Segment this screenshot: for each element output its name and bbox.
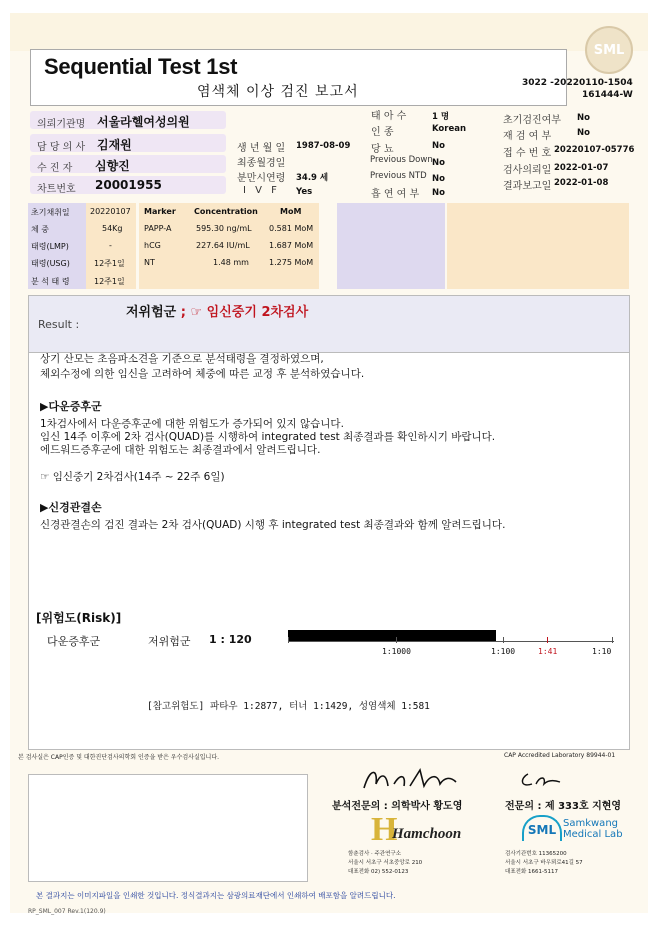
receipt-label: 접 수 번 호 (503, 148, 552, 159)
signature-2-icon (518, 770, 564, 790)
request-date-value: 2022-01-07 (554, 163, 609, 173)
result-risk-level: 저위험군 (126, 305, 177, 320)
first-exam-label: 초기검진여부 (503, 115, 561, 126)
memo-box (28, 774, 308, 882)
disclaimer: 본 결과지는 이미지파일을 인쇄한 것입니다. 정식결과지는 삼광의료재단에서 인쇄하여 배포함을 알려드립니다. (36, 891, 396, 900)
smoking-value: No (432, 188, 445, 198)
prev-ntd-label: Previous NTD (370, 171, 427, 181)
dob-value: 1987-08-09 (296, 141, 351, 151)
result-headline (126, 301, 308, 320)
retest-value: No (577, 128, 590, 138)
down-line-3: 에드워드증후군에 대한 위험도는 최종결과에서 알려드립니다. (40, 444, 321, 456)
institution-label: 의뢰기관명 (37, 119, 86, 130)
doctor-value: 김재원 (97, 138, 132, 152)
marker-row-3-conc: 1.48 mm (213, 258, 249, 267)
doctor-label: 담 당 의 사 (37, 142, 86, 153)
marker-row-1-name: PAPP-A (144, 224, 172, 233)
chart-label: 차트번호 (37, 184, 76, 195)
down-note: ☞ 임신중기 2차검사(14주 ~ 22주 6일) (40, 471, 225, 483)
race-value: Korean (432, 124, 467, 134)
dob-label: 생 년 월 일 (237, 143, 286, 154)
ga-lmp-value: - (109, 241, 112, 250)
ga-lmp-label: 태령(LMP) (31, 242, 69, 251)
analysis-label: 분 석 태 령 (31, 277, 70, 286)
result-header (28, 295, 630, 353)
lmp-label: 최종월경일 (237, 158, 286, 169)
smoking-label: 흡 연 여 부 (371, 189, 420, 200)
col-concentration: Concentration (194, 207, 258, 216)
risk-level: 저위험군 (148, 635, 191, 648)
ivf-value: Yes (296, 187, 313, 197)
lab-left-name: Hamchoon (392, 826, 462, 842)
lab-right-name: Samkwang Medical Lab (563, 818, 623, 840)
ga-usg-value: 12주1일 (94, 259, 125, 268)
scale-label-2: 1:100 (491, 647, 516, 656)
footer-note-left: 본 검사실은 CAP인증 및 대한진단검사의학회 인증을 받은 우수검사실입니다. (18, 754, 220, 761)
scale-label-3: 1:41 (538, 647, 558, 656)
footer-note-right: CAP Accredited Laboratory 89944-01 (504, 752, 616, 759)
age-label: 분만시연령 (237, 173, 286, 184)
signer-1: 분석전문의 : 의학박사 황도영 (332, 801, 463, 812)
risk-bar (288, 630, 496, 641)
intro-line-2: 체외수정에 의한 임신을 고려하여 체중에 따른 교정 후 분석하였습니다. (40, 368, 365, 380)
marker-row-3-name: NT (144, 258, 155, 267)
ntd-line-1: 신경관결손의 검진 결과는 2차 검사(QUAD) 시행 후 integrated test 최종결과와 함께 알려드립니다. (40, 519, 506, 531)
ruler-tick (503, 637, 504, 643)
weight-label: 체 중 (31, 225, 49, 234)
ruler-tick (288, 637, 289, 643)
ruler-tick (612, 637, 613, 643)
marker-row-1-mom: 0.581 MoM (269, 224, 314, 233)
form-id: RP_SML_007 Rev.1(120.9) (28, 908, 106, 915)
risk-ruler (288, 641, 614, 642)
fetus-label: 태 아 수 (371, 111, 407, 122)
marker-row-2-conc: 227.64 IU/mL (196, 241, 250, 250)
fetus-value: 1 명 (432, 112, 450, 122)
receipt-value: 20220107-05776 (554, 145, 635, 155)
retest-label: 재 검 여 부 (503, 131, 552, 142)
signer-2: 전문의 : 제 333호 지현영 (505, 801, 622, 812)
risk-reference: [참고위험도] 파타우 1:2877, 터너 1:1429, 성염색체 1:581 (147, 701, 430, 712)
hamchoon-mark-icon: H (371, 811, 398, 848)
marker-row-3-mom: 1.275 MoM (269, 258, 314, 267)
blank-panel-peach (447, 203, 629, 289)
prev-down-label: Previous Down (370, 155, 433, 165)
marker-row-2-mom: 1.687 MoM (269, 241, 314, 250)
down-line-1: 1차검사에서 다운증후군에 대한 위험도가 증가되어 있지 않습니다. (40, 418, 344, 430)
marker-row-1-conc: 595.30 ng/mL (196, 224, 252, 233)
name-label: 수 진 자 (37, 163, 73, 174)
analysis-value: 12주1일 (94, 277, 125, 286)
risk-condition: 다운증후군 (47, 635, 101, 648)
intro-line-1: 상기 산모는 초음파소견을 기준으로 분석태령을 결정하였으며, (40, 353, 324, 365)
diabetes-label: 당 뇨 (371, 144, 394, 155)
ga-usg-label: 태령(USG) (31, 259, 70, 268)
prev-down-value: No (432, 158, 445, 168)
chart-value: 20001955 (95, 178, 162, 192)
col-mom: MoM (280, 207, 302, 216)
race-label: 인 종 (371, 127, 394, 138)
blank-panel-lav (337, 203, 445, 289)
top-band (10, 13, 648, 51)
scale-label-1: 1:1000 (382, 647, 411, 656)
ruler-tick (396, 637, 397, 643)
lab-left-address: 함춘검사 · 주관연구소 서울시 서초구 서초중앙로 210 대표전화 02) 552-0123 (348, 851, 423, 875)
risk-ratio: 1 : 120 (209, 633, 252, 646)
name-value: 심향진 (95, 159, 130, 173)
weight-value: 54Kg (102, 224, 123, 233)
col-marker: Marker (144, 207, 176, 216)
prev-ntd-value: No (432, 174, 445, 184)
risk-title: [위험도(Risk)] (36, 611, 122, 625)
marker-row-2-name: hCG (144, 241, 161, 250)
age-value: 34.9 세 (296, 173, 329, 183)
signature-1-icon (360, 764, 460, 794)
institution-value: 서울라헬여성의원 (97, 115, 190, 129)
down-line-2: 임신 14주 이후에 2차 검사(QUAD)를 시행하여 integrated test 최종결과를 확인하시기 바랍니다. (40, 431, 496, 443)
result-label: Result : (38, 318, 80, 331)
collect-label: 초기채취일 (31, 208, 70, 217)
result-sep: ; (180, 305, 186, 320)
report-date-label: 결과보고일 (503, 181, 552, 192)
ntd-section-title: ▶신경관결손 (40, 501, 102, 514)
report-code: 3022 -20220110-1504 161444-W (522, 78, 633, 100)
samkwang-logo-icon: SML (522, 815, 562, 841)
diabetes-value: No (432, 141, 445, 151)
ruler-tick (547, 637, 548, 643)
lab-right-address: 검사기관번호 11365200 서울시 서초구 바우뫼로41길 57 대표전화 1661-5117 (505, 851, 583, 875)
sml-logo-icon: SML (585, 26, 633, 74)
first-exam-value: No (577, 113, 590, 123)
down-section-title: ▶다운증후군 (40, 400, 102, 413)
report-date-value: 2022-01-08 (554, 178, 609, 188)
request-date-label: 검사의뢰일 (503, 165, 552, 176)
report-subtitle: 염색체 이상 검진 보고서 (197, 84, 359, 100)
report-title: Sequential Test 1st (44, 54, 238, 79)
result-action: ☞ 임신중기 2차검사 (190, 305, 309, 320)
collect-value: 20220107 (90, 207, 131, 216)
ivf-label: I V F (243, 185, 280, 196)
scale-label-4: 1:10 (592, 647, 612, 656)
